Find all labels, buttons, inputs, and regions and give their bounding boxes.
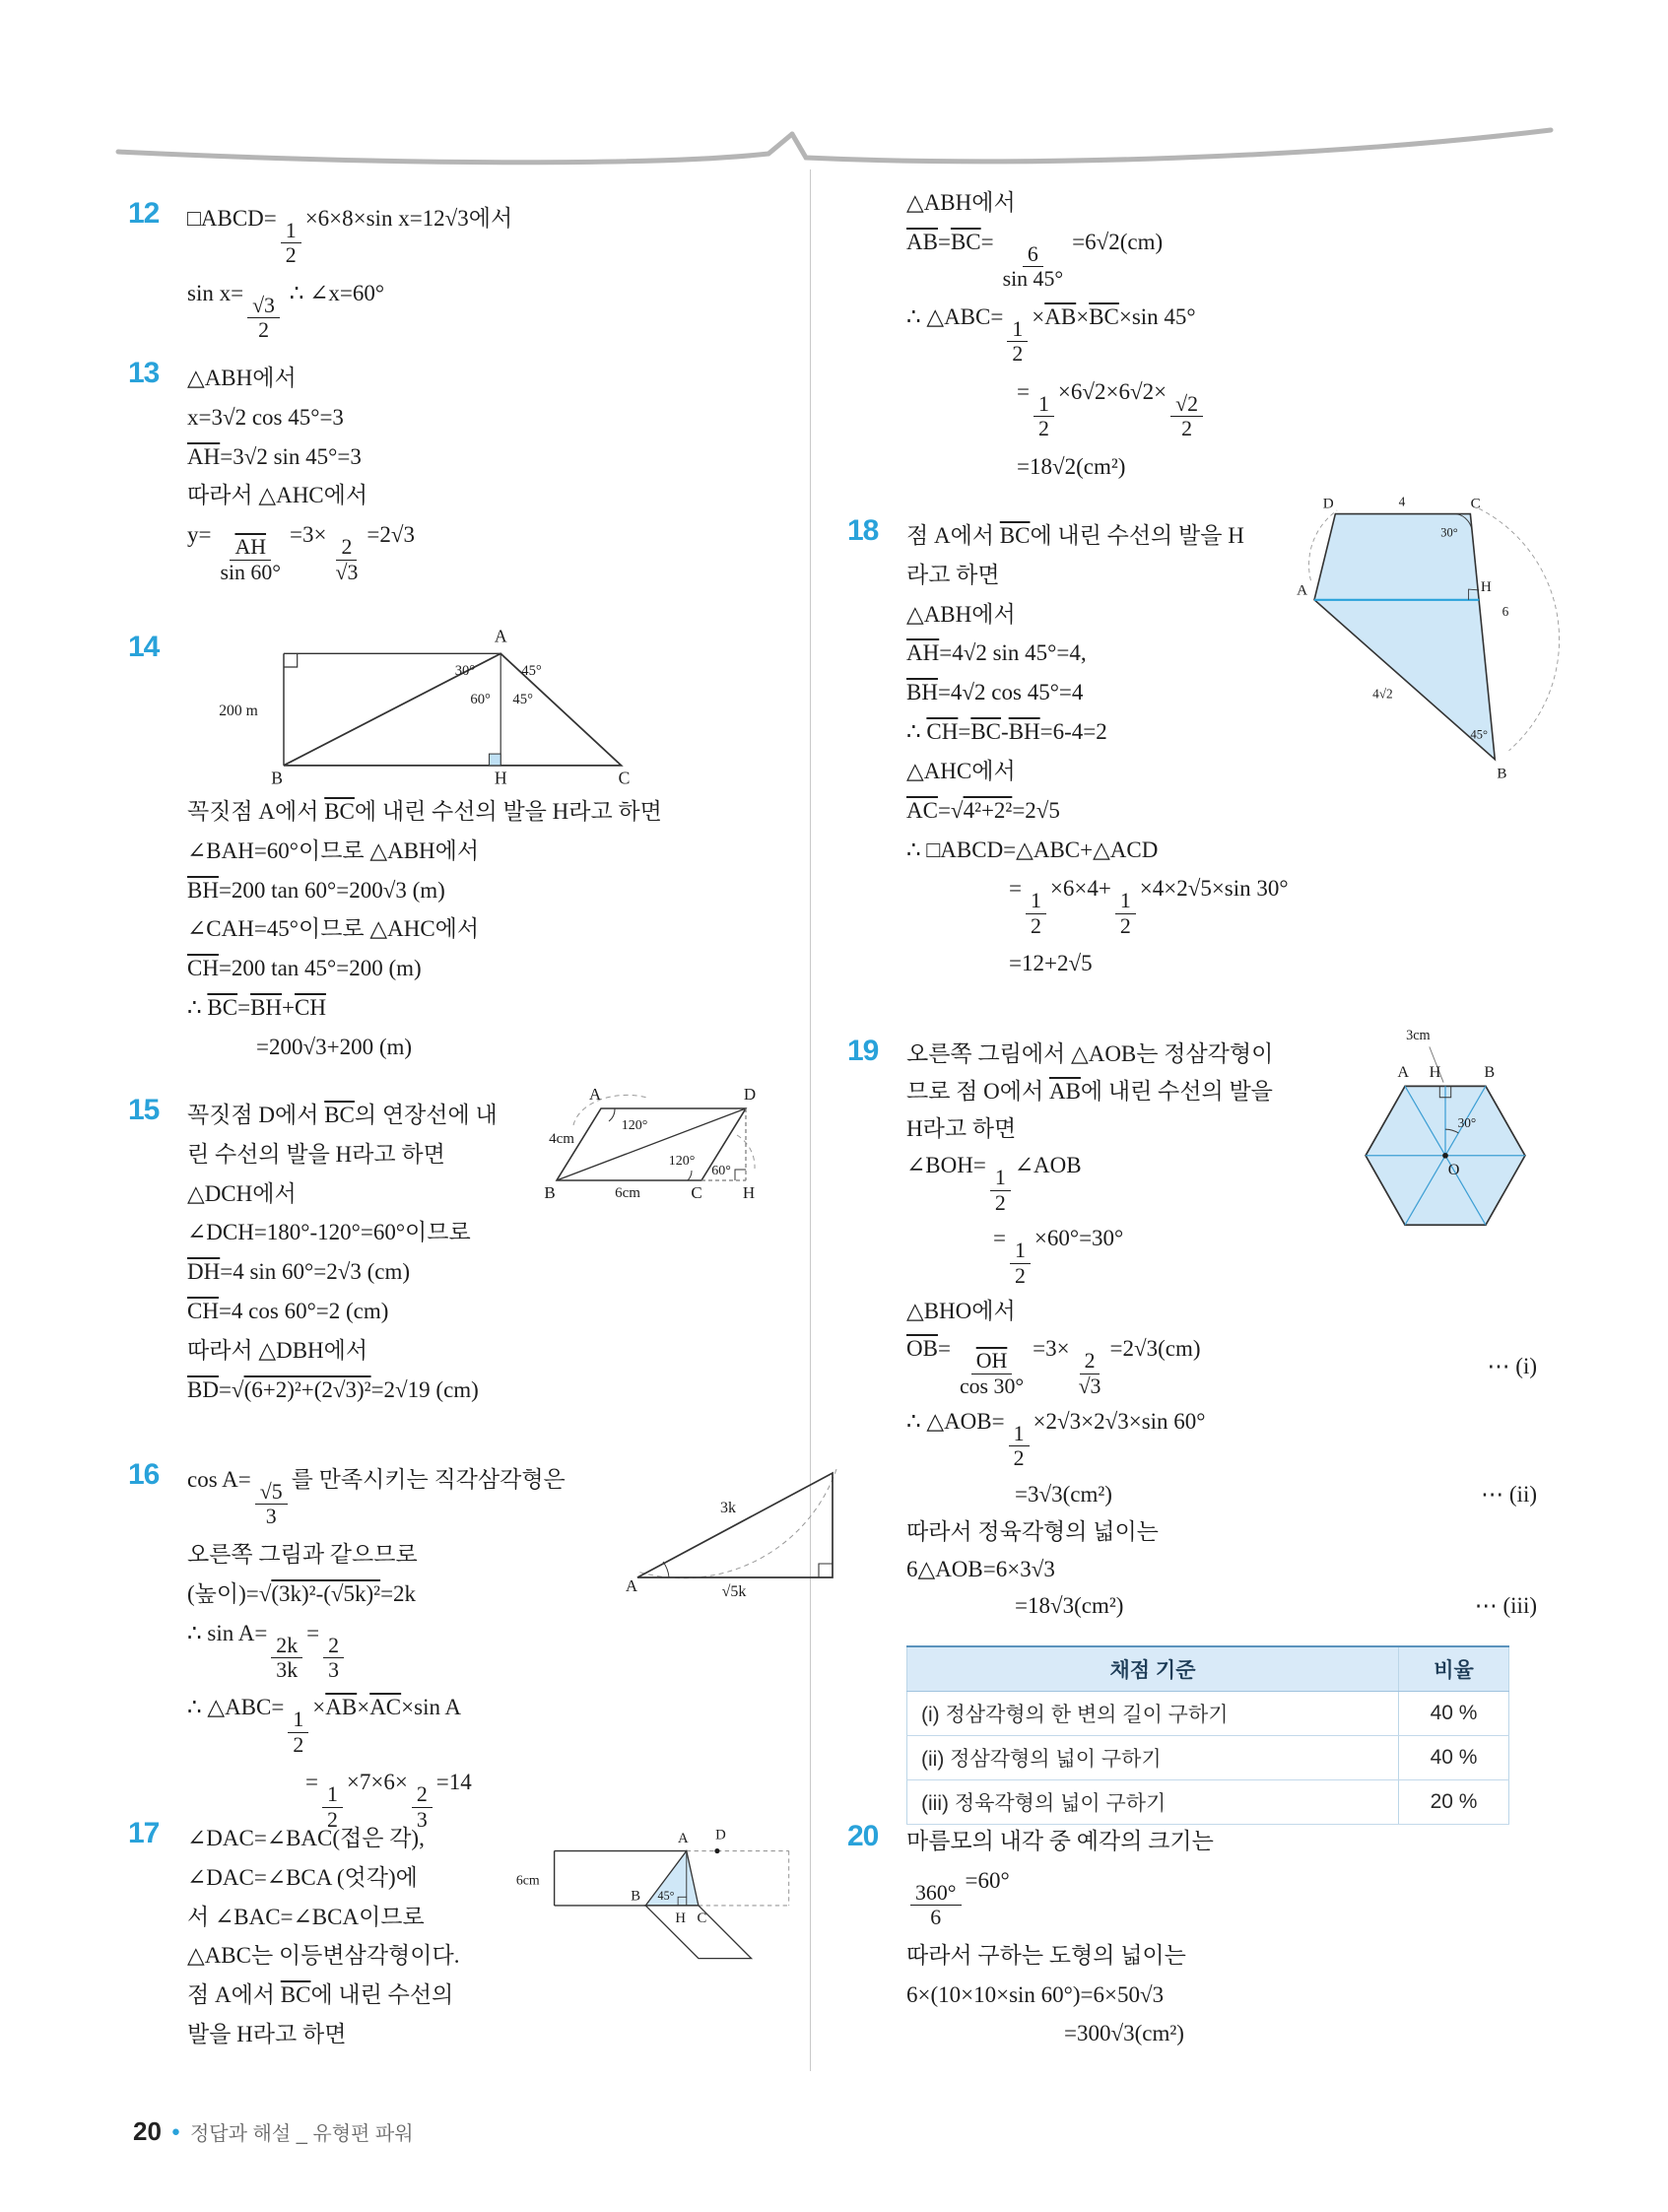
solution-line: H라고 하면 xyxy=(906,1115,1017,1141)
solution-line: △DCH에서 xyxy=(187,1180,297,1206)
vertex-label-d: D xyxy=(1322,496,1334,512)
problem-number: 12 xyxy=(128,197,160,230)
criteria-cell: (i) 정삼각형의 한 변의 길이 구하기 xyxy=(907,1692,1399,1736)
problem-number: 17 xyxy=(128,1817,160,1849)
length-label-6cm: 6cm xyxy=(515,1872,540,1888)
angle-label: 30° xyxy=(454,662,476,679)
right-angle-mark xyxy=(819,1564,833,1577)
right-angle-mark xyxy=(735,1170,746,1180)
ratio-cell: 20 % xyxy=(1399,1780,1509,1825)
grading-rubric-table xyxy=(906,1645,1509,1825)
vertex-label-c: C xyxy=(1470,496,1481,512)
solution-line: cos A= $\frac{√5}{3}$ 를 만족시키는 직각삼각형은 xyxy=(187,1467,566,1529)
page-number: 20 xyxy=(133,2116,162,2146)
solution-line: □ABCD= $\frac{1}{2}$ ×6×8×sin x=12√3에서 xyxy=(187,206,513,268)
vertex-label-a: A xyxy=(494,626,507,646)
angle-label: 60° xyxy=(711,1164,731,1178)
solution-line: $\overline{AH}=4√2$ sin 45°=4, xyxy=(906,640,1087,666)
vertex-label-c: C xyxy=(618,768,631,788)
solution-line: =18√2(cm²) xyxy=(1017,453,1126,479)
problem-number: 20 xyxy=(847,1820,879,1852)
right-angle-square xyxy=(489,754,500,766)
solution-line: 꼭짓점 D에서 $\overline{BC}$의 연장선에 내 xyxy=(187,1103,498,1127)
problem-18 xyxy=(847,494,1537,988)
solution-line: 마름모의 내각 중 예각의 크기는 xyxy=(906,1829,1214,1853)
problem-12 xyxy=(128,195,808,354)
equation: =3√3(cm²) xyxy=(1015,1481,1112,1507)
angle-label: 45° xyxy=(521,662,542,679)
diagram-p14 xyxy=(192,623,645,791)
angle-label-45: 45° xyxy=(657,1888,675,1903)
problem-number: 14 xyxy=(128,631,160,663)
solution-line: x=3√2 cos 45°=3 xyxy=(187,404,344,430)
criteria-cell: (iii) 정육각형의 넓이 구하기 xyxy=(907,1780,1399,1825)
solution-line: ∠DCH=180°-120°=60°이므로 xyxy=(187,1220,471,1245)
quadrilateral-shape xyxy=(1314,514,1495,760)
solution-line: $\overline{AH}=3√2$ sin 45°=3 xyxy=(187,443,362,469)
solution-line: $\overline{BH}=4√2$ cos 45°=4 xyxy=(906,680,1084,705)
solution-line: ∴ $\overline{BC}=\overline{BH}+\overline{CH}$ xyxy=(187,995,326,1021)
solution-line: 점 A에서 $\overline{BC}$에 내린 수선의 xyxy=(187,1982,454,2008)
solution-line: △ABC는 이등변삼각형이다. xyxy=(187,1943,460,1969)
diagram-p18 xyxy=(1299,495,1553,793)
solution-line: =12+2√5 xyxy=(1009,951,1093,976)
problem-14 xyxy=(128,623,808,1072)
angle-label-45: 45° xyxy=(1470,727,1488,742)
solution-line xyxy=(906,1591,1537,1622)
solution-line: ∠BAH=60°이므로 △ABH에서 xyxy=(187,838,480,863)
solution-line: = $\frac{1}{2}$ ×60°=30° xyxy=(993,1226,1124,1288)
solution-line xyxy=(906,1334,1537,1400)
step-marker: ⋯ (ii) xyxy=(1481,1481,1537,1507)
ratio-cell: 40 % xyxy=(1399,1736,1509,1780)
solution-line: 오른쪽 그림과 같으므로 xyxy=(187,1541,418,1567)
solution-line: $\overline{BH}=200$ tan 60°=200√3 (m) xyxy=(187,877,445,903)
vertex-label-d: D xyxy=(743,1085,757,1104)
solution-line: = $\frac{1}{2}$ ×7×6× $\frac{2}{3}$ =14 xyxy=(305,1770,472,1832)
angle-arc xyxy=(688,1171,692,1180)
solution-line: y= $\frac{\overline{AH}}{\sin 60^\circ}$ =3× $\frac{2}{√3}$ =2√3 xyxy=(187,522,416,584)
solution-line: 린 수선의 발을 H라고 하면 xyxy=(187,1141,445,1167)
problem-number: 15 xyxy=(128,1094,160,1126)
equation: =18√3(cm²) xyxy=(1015,1593,1124,1619)
triangle-shape xyxy=(284,653,622,766)
solution-line: ∠DAC=∠BAC(접은 각), xyxy=(187,1826,425,1850)
solution-line: ∴ □ABCD=△ABC+△ACD xyxy=(906,837,1159,862)
problem-20 xyxy=(847,1818,1537,2058)
page-spine-graphic xyxy=(110,114,1559,171)
vertex-label-b: B xyxy=(1497,766,1507,782)
right-angle-mark xyxy=(284,653,298,667)
solution-line: = $\frac{1}{2}$ ×6×4+ $\frac{1}{2}$ ×4×2√5×sin 30° xyxy=(1009,876,1289,938)
solution-line: △BHO에서 xyxy=(906,1299,1016,1324)
diagram-p17 xyxy=(507,1810,793,1985)
angle-label-30: 30° xyxy=(1457,1115,1477,1131)
solution-line: ∴ △ABC= $\frac{1}{2}$ $\times\overline{AB}\times\overline{BC}\times\sin$ 45° xyxy=(906,303,1196,367)
solution-line: 서 ∠BAC=∠BCA이므로 xyxy=(187,1904,425,1929)
length-label-4cm: 4cm xyxy=(549,1131,574,1147)
step-marker: ⋯ (iii) xyxy=(1474,1593,1537,1619)
problem-number: 18 xyxy=(847,514,879,547)
solution-line: 6△AOB=6×3√3 xyxy=(906,1556,1055,1581)
table-header-criteria: 채점 기준 xyxy=(907,1646,1399,1692)
point-d-dot xyxy=(714,1848,719,1853)
vertex-label-h: H xyxy=(675,1910,687,1927)
vertex-label-h: H xyxy=(1480,578,1492,595)
solution-line: $\overline{CH}=200$ tan 45°=200 (m) xyxy=(187,956,422,981)
table-row xyxy=(907,1692,1509,1736)
step-marker: ⋯ (i) xyxy=(1487,1354,1537,1379)
solution-line: ∠BOH= $\frac{1}{2}$ ∠AOB xyxy=(906,1153,1082,1215)
solution-line: ∠DAC=∠BCA (엇각)에 xyxy=(187,1864,418,1890)
solution-line: △ABH에서 xyxy=(906,601,1016,627)
length-label-4root2: 4√2 xyxy=(1372,686,1393,702)
vertex-label-a: A xyxy=(678,1830,689,1846)
vertex-label-c: C xyxy=(691,1183,702,1202)
vertex-label-h: H xyxy=(1429,1063,1441,1081)
table-header-ratio: 비율 xyxy=(1399,1646,1509,1692)
vertex-label-a: A xyxy=(1397,1063,1410,1081)
solution-line: △AHC에서 xyxy=(906,758,1016,783)
length-label-4: 4 xyxy=(1398,494,1406,509)
column-divider xyxy=(810,169,811,2071)
solution-line: ∴ sin A= $\frac{2k}{3k}$ = $\frac{2}{3}$ xyxy=(187,1619,808,1685)
problem-13 xyxy=(128,355,808,595)
problem-number: 19 xyxy=(847,1035,879,1067)
length-label-6cm: 6cm xyxy=(615,1185,640,1201)
vertex-label-b: B xyxy=(631,1888,641,1905)
solution-line: ∠CAH=45°이므로 △AHC에서 xyxy=(187,916,480,942)
solution-line: 6×(10×10×sin 60°)=6×50√3 xyxy=(906,1981,1165,2007)
solution-line: △ABH에서 xyxy=(187,366,297,390)
solution-line: $\overline{CH}=4$ cos 60°=2 (cm) xyxy=(187,1299,389,1324)
solution-line: ∴ △AOB= $\frac{1}{2}$ ×2√3×2√3×sin 60° xyxy=(906,1409,1206,1471)
solution-line: 따라서 △AHC에서 xyxy=(187,483,368,508)
diagram-p16 xyxy=(626,1451,857,1604)
equation: $\overline{OB}=$ $\frac{\overline{OH}}{\cos 30^\circ}$ =3× $\frac{2}{√3}$ =2√3(cm) xyxy=(906,1336,1201,1398)
criteria-cell: (ii) 정삼각형의 넓이 구하기 xyxy=(907,1736,1399,1780)
vertex-label-b: B xyxy=(271,768,284,788)
vertex-label-b: B xyxy=(1484,1063,1496,1081)
solution-line: (높이)=√(3k)²-(√5k)²=2k xyxy=(187,1580,417,1606)
solution-line: 따라서 구하는 도형의 넓이는 xyxy=(906,1942,1186,1968)
problem-19 xyxy=(847,1027,1537,1825)
solution-line: ∴ △ABC= $\frac{1}{2}$ $\times\overline{AB}\times\overline{AC}\times\sin$ A xyxy=(187,1695,462,1757)
solution-line: $\overline{BD}=√(6+2)^2+(2√3)^2=2√19$ (cm) xyxy=(187,1376,479,1402)
angle-label: 45° xyxy=(512,692,533,708)
center-label-o: O xyxy=(1447,1161,1460,1178)
solution-line: △ABH에서 xyxy=(906,190,1016,215)
angle-arc xyxy=(609,1108,615,1121)
solution-line: $\frac{360^\circ}{6}$ =60° xyxy=(906,1866,1537,1932)
vertex-label-b: B xyxy=(544,1183,556,1202)
footer-bullet-icon: ● xyxy=(170,2123,180,2140)
solution-line: =200√3+200 (m) xyxy=(256,1034,413,1059)
problem-number: 13 xyxy=(128,357,160,389)
vertex-label-d: D xyxy=(715,1827,726,1843)
problem-17-continued xyxy=(906,179,1537,491)
length-label-6: 6 xyxy=(1501,603,1509,619)
solution-line: sin x= $\frac{√3}{2}$ ∴ ∠x=60° xyxy=(187,280,385,343)
footer-label: 정답과 해설 _ 유형편 파워 xyxy=(189,2123,414,2145)
diagram-p19 xyxy=(1328,1015,1563,1273)
solution-line: 발을 H라고 하면 xyxy=(187,2022,347,2047)
solution-line xyxy=(906,1480,1537,1510)
problem-17 xyxy=(128,1815,808,2059)
center-dot xyxy=(1442,1153,1448,1159)
solution-line: 오른쪽 그림에서 △AOB는 정삼각형이 xyxy=(906,1041,1274,1066)
solution-line: $\overline{AB}=\overline{BC}=$ $\frac{6}{\sin 45^\circ}$ =6√2(cm) xyxy=(906,229,1164,292)
solution-line: 라고 하면 xyxy=(906,562,1000,587)
problem-number: 16 xyxy=(128,1458,160,1491)
vertex-label-c: C xyxy=(697,1910,707,1927)
length-label-3k: 3k xyxy=(720,1500,736,1516)
length-label-200m: 200 m xyxy=(219,702,258,719)
angle-label: 120° xyxy=(621,1118,648,1133)
problem-15 xyxy=(128,1085,808,1415)
page-footer xyxy=(133,2116,414,2147)
solution-line: 따라서 정육각형의 넓이는 xyxy=(906,1518,1159,1544)
vertex-label-h: H xyxy=(494,768,507,788)
solution-line: ∴ $\overline{CH}=\overline{BC}-\overline{BH}=6-4=2$ xyxy=(906,719,1107,745)
angle-label: 60° xyxy=(470,692,491,708)
solution-line: 꼭짓점 A에서 $\overline{BC}$에 내린 수선의 발을 H라고 하면 xyxy=(187,799,662,824)
length-label-3cm: 3cm xyxy=(1406,1027,1431,1043)
ratio-cell: 40 % xyxy=(1399,1692,1509,1736)
vertex-label-a: A xyxy=(625,1576,638,1595)
table-row xyxy=(907,1736,1509,1780)
solution-line: 므로 점 O에서 $\overline{AB}$에 내린 수선의 발을 xyxy=(906,1078,1273,1104)
solution-line: =300√3(cm²) xyxy=(1064,2021,1184,2046)
angle-label: 120° xyxy=(668,1154,696,1169)
angle-label-30: 30° xyxy=(1440,525,1458,540)
solution-line: 따라서 △DBH에서 xyxy=(187,1337,368,1363)
solution-line: $\overline{AC}=√4^2+2^2=2√5$ xyxy=(906,797,1060,823)
solution-line: $\overline{DH}=4$ sin 60°=2√3 (cm) xyxy=(187,1259,411,1285)
vertex-label-h: H xyxy=(742,1183,756,1202)
solution-line: = $\frac{1}{2}$ ×6√2×6√2× $\frac{√2}{2}$ xyxy=(906,377,1537,443)
length-label-root5k: √5k xyxy=(721,1583,747,1600)
vertex-label-a: A xyxy=(1297,582,1308,599)
diagram-p15 xyxy=(544,1084,790,1227)
solution-line: 점 A에서 $\overline{BC}$에 내린 수선의 발을 H xyxy=(906,523,1244,548)
vertex-label-a: A xyxy=(588,1085,602,1104)
